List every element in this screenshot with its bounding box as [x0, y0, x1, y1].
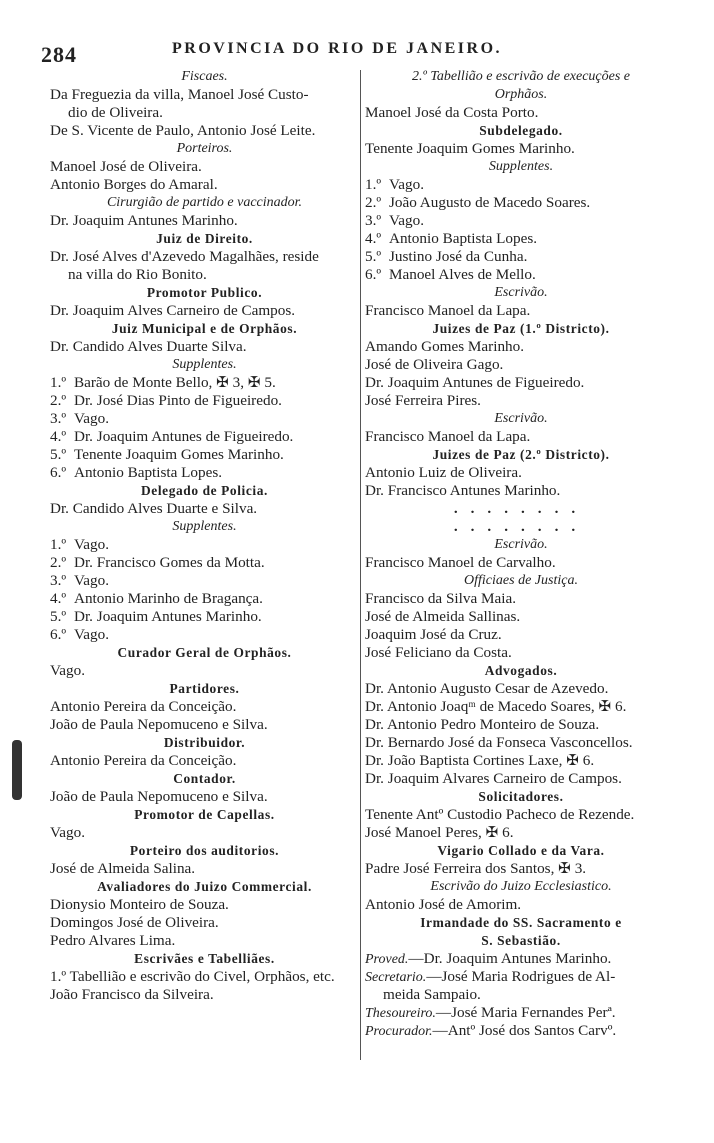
section-heading	[50, 482, 359, 500]
left-column	[50, 68, 359, 1004]
entry-number: 2.º	[50, 554, 67, 571]
entry-text: Porteiro dos auditorios.	[129, 843, 280, 858]
entry-text: Partidores.	[169, 681, 240, 696]
entry-number: 2.º	[50, 392, 67, 409]
entry-text: Dr. Candido Alves Duarte e Silva.	[50, 500, 258, 517]
entry-line	[50, 824, 359, 842]
entry-text: —Dr. Joaquim Antunes Marinho.	[408, 950, 612, 967]
entry-text: Juiz Municipal e de Orphãos.	[111, 321, 298, 336]
section-heading	[50, 842, 359, 860]
entry-text: Dr. Francisco Antunes Marinho.	[365, 482, 561, 499]
entry-text: José Ferreira Pires.	[365, 392, 481, 409]
entry-role-label: Procurador.	[365, 1024, 433, 1039]
entry-line	[365, 824, 677, 842]
entry-line	[50, 176, 359, 194]
entry-text: Vago.	[50, 824, 86, 841]
entry-text: Justino José da Cunha.	[389, 248, 528, 265]
entry-line	[50, 86, 359, 104]
entry-text: Advogados.	[484, 663, 558, 678]
entry-text: Solicitadores.	[478, 789, 564, 804]
entry-line	[365, 716, 677, 734]
entry-text: Francisco da Silva Maia.	[365, 590, 516, 607]
entry-text: Barão de Monte Bello, ✠ 3, ✠ 5.	[74, 374, 276, 391]
entry-text: Tenente Joaquim Gomes Marinho.	[365, 140, 575, 157]
section-heading	[365, 446, 677, 464]
entry-text: Dr. Joaquim Antunes de Figueiredo.	[74, 428, 294, 445]
entry-text: dio de Oliveira.	[68, 104, 163, 121]
entry-line	[365, 734, 677, 752]
entry-text: Officiaes de Justiça.	[464, 573, 578, 588]
entry-text: Orphãos.	[494, 87, 548, 102]
entry-line	[365, 230, 677, 248]
entry-text: Supplentes.	[488, 159, 554, 174]
entry-text: Dr. Antonio Joaqᵐ de Macedo Soares, ✠ 6.	[365, 698, 627, 715]
entry-text: Juizes de Paz (1.º Districto).	[432, 321, 610, 336]
entry-text: Dr. José Dias Pinto de Figueiredo.	[74, 392, 282, 409]
entry-text: Da Freguezia da villa, Manoel José Custo-	[50, 86, 309, 103]
entry-text: Dr. Antonio Pedro Monteiro de Souza.	[365, 716, 600, 733]
entry-text: Tenente Antº Custodio Pacheco de Rezende.	[365, 806, 635, 823]
entry-text: Dr. Joaquim Antunes de Figueiredo.	[365, 374, 585, 391]
entry-text: Distribuidor.	[163, 735, 246, 750]
entry-text: De S. Vicente de Paulo, Antonio José Leite.	[50, 122, 316, 139]
entry-number: 6.º	[50, 626, 67, 643]
entry-text: —José Maria Fernandes Perª.	[435, 1004, 616, 1021]
entry-text: João de Paula Nepomuceno e Silva.	[50, 716, 268, 733]
entry-role-label: Thesoureiro.	[365, 1006, 436, 1021]
entry-line	[365, 1004, 677, 1022]
section-heading	[365, 914, 677, 932]
entry-text: Francisco Manoel da Lapa.	[365, 428, 531, 445]
subheading	[50, 194, 359, 212]
entry-line	[50, 248, 359, 266]
entry-text: Dr. Joaquim Antunes Marinho.	[74, 608, 262, 625]
entry-line	[365, 500, 677, 518]
entry-line	[50, 626, 359, 644]
entry-number: 3.º	[50, 572, 67, 589]
entry-text: José de Almeida Salina.	[50, 860, 196, 877]
entry-line	[50, 554, 359, 572]
entry-line	[50, 536, 359, 554]
entry-line	[365, 302, 677, 320]
entry-line	[50, 266, 359, 284]
entry-text: Porteiros.	[176, 141, 233, 156]
entry-text: Manoel Alves de Mello.	[389, 266, 536, 283]
entry-line	[365, 338, 677, 356]
entry-line	[365, 608, 677, 626]
entry-text: na villa do Rio Bonito.	[68, 266, 207, 283]
right-column	[365, 68, 677, 1040]
entry-text: Dionysio Monteiro de Souza.	[50, 896, 229, 913]
section-heading	[50, 284, 359, 302]
subheading	[365, 410, 677, 428]
entry-text: João Augusto de Macedo Soares.	[389, 194, 591, 211]
entry-text: Antonio Pereira da Conceição.	[50, 698, 237, 715]
entry-line	[365, 698, 677, 716]
entry-text: S. Sebastião.	[481, 933, 561, 948]
entry-text: Escrivão.	[494, 537, 548, 552]
subheading	[365, 86, 677, 104]
entry-text: Antonio Marinho de Bragança.	[74, 590, 263, 607]
subheading	[50, 518, 359, 536]
entry-text: ........	[453, 518, 589, 535]
entry-line	[50, 500, 359, 518]
entry-line	[50, 752, 359, 770]
entry-line	[365, 950, 677, 968]
entry-line	[50, 716, 359, 734]
section-heading	[50, 806, 359, 824]
entry-number: 5.º	[50, 446, 67, 463]
section-heading	[365, 320, 677, 338]
entry-text: João de Paula Nepomuceno e Silva.	[50, 788, 268, 805]
entry-number: 4.º	[50, 590, 67, 607]
entry-text: Antonio Pereira da Conceição.	[50, 752, 237, 769]
entry-text: Vago.	[74, 572, 110, 589]
entry-line	[365, 752, 677, 770]
entry-text: Delegado de Policia.	[141, 483, 268, 498]
entry-line	[365, 140, 677, 158]
entry-text: Promotor de Capellas.	[134, 807, 275, 822]
subheading	[365, 68, 677, 86]
entry-line	[365, 464, 677, 482]
entry-text: Joaquim José da Cruz.	[365, 626, 502, 643]
entry-number: 1.º	[365, 176, 382, 193]
entry-text: —José Maria Rodrigues de Al-	[426, 968, 616, 985]
entry-text: ........	[453, 500, 589, 517]
entry-line	[365, 194, 677, 212]
entry-text: José de Oliveira Gago.	[365, 356, 504, 373]
subheading	[365, 284, 677, 302]
entry-role-label: Proved.	[365, 952, 409, 967]
binding-mark	[12, 740, 22, 800]
entry-line	[365, 248, 677, 266]
entry-line	[50, 860, 359, 878]
entry-text: Juiz de Direito.	[156, 231, 253, 246]
entry-line	[50, 104, 359, 122]
section-heading	[50, 950, 359, 968]
entry-line	[365, 644, 677, 662]
entry-line	[50, 896, 359, 914]
entry-text: Antonio José de Amorim.	[365, 896, 522, 913]
entry-text: Vago.	[74, 410, 110, 427]
entry-line	[50, 986, 359, 1004]
entry-text: Subdelegado.	[479, 123, 563, 138]
entry-text: Dr. Francisco Gomes da Motta.	[74, 554, 265, 571]
entry-text: Vago.	[389, 176, 425, 193]
entry-text: Padre José Ferreira dos Santos, ✠ 3.	[365, 860, 587, 877]
entry-number: 4.º	[365, 230, 382, 247]
entry-text: Antonio Borges do Amaral.	[50, 176, 218, 193]
entry-text: Dr. Antonio Augusto Cesar de Azevedo.	[365, 680, 609, 697]
entry-text: Juizes de Paz (2.º Districto).	[432, 447, 610, 462]
entry-line	[365, 1022, 677, 1040]
entry-text: Contador.	[173, 771, 236, 786]
entry-line	[365, 374, 677, 392]
entry-line	[50, 932, 359, 950]
entry-text: Supplentes.	[172, 357, 237, 372]
entry-number: 6.º	[365, 266, 382, 283]
entry-text: Dr. Candido Alves Duarte Silva.	[50, 338, 247, 355]
entry-text: Francisco Manoel da Lapa.	[365, 302, 531, 319]
entry-text: João Francisco da Silveira.	[50, 986, 214, 1003]
page-title: PROVINCIA DO RIO DE JANEIRO.	[172, 40, 503, 57]
entry-role-label: Secretario.	[365, 970, 427, 985]
entry-line	[50, 608, 359, 626]
subheading	[365, 572, 677, 590]
entry-text: Irmandade do SS. Sacramento e	[420, 915, 622, 930]
entry-line	[50, 698, 359, 716]
entry-text: Promotor Publico.	[146, 285, 263, 300]
entry-line	[365, 680, 677, 698]
entry-text: Tenente Joaquim Gomes Marinho.	[74, 446, 284, 463]
entry-text: Cirurgião de partido e vaccinador.	[106, 195, 303, 210]
entry-line	[50, 158, 359, 176]
entry-line	[50, 338, 359, 356]
entry-line	[50, 392, 359, 410]
entry-text: Francisco Manoel de Carvalho.	[365, 554, 556, 571]
section-heading	[365, 122, 677, 140]
entry-line	[365, 590, 677, 608]
entry-text: Dr. Joaquim Antunes Marinho.	[50, 212, 238, 229]
subheading	[365, 536, 677, 554]
entry-line	[365, 482, 677, 500]
entry-text: Dr. José Alves d'Azevedo Magalhães, reside	[50, 248, 319, 265]
entry-text: José Feliciano da Costa.	[365, 644, 512, 661]
subheading	[50, 68, 359, 86]
entry-text: Curador Geral de Orphãos.	[117, 645, 292, 660]
entry-line	[365, 770, 677, 788]
entry-line	[365, 554, 677, 572]
entry-number: 3.º	[50, 410, 67, 427]
entry-text: Pedro Alvares Lima.	[50, 932, 176, 949]
entry-text: Dr. Bernardo José da Fonseca Vasconcellos.	[365, 734, 633, 751]
entry-text: Manoel José de Oliveira.	[50, 158, 202, 175]
entry-text: Dr. Joaquim Alvares Carneiro de Campos.	[365, 770, 622, 787]
section-heading	[50, 878, 359, 896]
section-heading	[365, 932, 677, 950]
entry-line	[50, 914, 359, 932]
entry-line	[365, 806, 677, 824]
entry-line	[365, 104, 677, 122]
entry-line	[365, 968, 677, 986]
entry-line	[365, 212, 677, 230]
entry-line	[50, 122, 359, 140]
entry-text: Avaliadores do Juizo Commercial.	[97, 879, 312, 894]
entry-number: 2.º	[365, 194, 382, 211]
entry-text: Vago.	[389, 212, 425, 229]
entry-line	[365, 896, 677, 914]
section-heading	[365, 788, 677, 806]
entry-line	[50, 212, 359, 230]
entry-text: Escrivães e Tabelliães.	[134, 951, 275, 966]
entry-text: Amando Gomes Marinho.	[365, 338, 525, 355]
entry-line	[365, 860, 677, 878]
entry-text: Domingos José de Oliveira.	[50, 914, 219, 931]
subheading	[365, 878, 677, 896]
entry-line	[365, 986, 677, 1004]
entry-line	[50, 572, 359, 590]
entry-line	[50, 446, 359, 464]
entry-line	[365, 428, 677, 446]
entry-text: —Antº José dos Santos Carvº.	[432, 1022, 617, 1039]
entry-text: Dr. Joaquim Alves Carneiro de Campos.	[50, 302, 296, 319]
entry-line	[50, 968, 359, 986]
entry-line	[365, 266, 677, 284]
column-divider	[360, 70, 361, 1060]
section-heading	[50, 770, 359, 788]
section-heading	[365, 842, 677, 860]
entry-text: Vigario Collado e da Vara.	[437, 843, 605, 858]
entry-line	[365, 518, 677, 536]
entry-text: meida Sampaio.	[383, 986, 481, 1003]
entry-text: Manoel José da Costa Porto.	[365, 104, 539, 121]
section-heading	[50, 734, 359, 752]
subheading	[50, 356, 359, 374]
entry-text: Vago.	[74, 536, 110, 553]
entry-text: Escrivão do Juizo Ecclesiastico.	[430, 879, 612, 894]
entry-line	[50, 464, 359, 482]
entry-text: Escrivão.	[494, 411, 548, 426]
entry-line	[50, 590, 359, 608]
entry-line	[365, 176, 677, 194]
page-number: 284	[41, 42, 77, 67]
entry-text: José de Almeida Sallinas.	[365, 608, 521, 625]
entry-line	[50, 428, 359, 446]
entry-number: 4.º	[50, 428, 67, 445]
entry-number: 1.º	[50, 536, 67, 553]
entry-text: Antonio Baptista Lopes.	[74, 464, 223, 481]
section-heading	[50, 680, 359, 698]
entry-line	[365, 356, 677, 374]
entry-line	[365, 626, 677, 644]
section-heading	[50, 230, 359, 248]
entry-text: Dr. João Baptista Cortines Laxe, ✠ 6.	[365, 752, 595, 769]
entry-number: 3.º	[365, 212, 382, 229]
entry-number: 6.º	[50, 464, 67, 481]
entry-text: Vago.	[50, 662, 86, 679]
entry-number: 5.º	[50, 608, 67, 625]
entry-text: Fiscaes.	[181, 69, 228, 84]
section-heading	[50, 644, 359, 662]
entry-text: Supplentes.	[172, 519, 237, 534]
entry-text: Vago.	[74, 626, 110, 643]
entry-line	[50, 662, 359, 680]
entry-text: José Manoel Peres, ✠ 6.	[365, 824, 514, 841]
entry-text: Antonio Luiz de Oliveira.	[365, 464, 522, 481]
subheading	[50, 140, 359, 158]
entry-text: 1.º Tabellião e escrivão do Civel, Orphãos, etc.	[50, 968, 335, 985]
subheading	[365, 158, 677, 176]
entry-line	[50, 374, 359, 392]
entry-line	[50, 302, 359, 320]
entry-line	[365, 392, 677, 410]
entry-text: 2.º Tabellião e escrivão de execuções e	[411, 69, 631, 84]
section-heading	[365, 662, 677, 680]
entry-text: Escrivão.	[494, 285, 548, 300]
entry-number: 5.º	[365, 248, 382, 265]
entry-line	[50, 788, 359, 806]
section-heading	[50, 320, 359, 338]
entry-text: Antonio Baptista Lopes.	[389, 230, 538, 247]
entry-number: 1.º	[50, 374, 67, 391]
entry-line	[50, 410, 359, 428]
